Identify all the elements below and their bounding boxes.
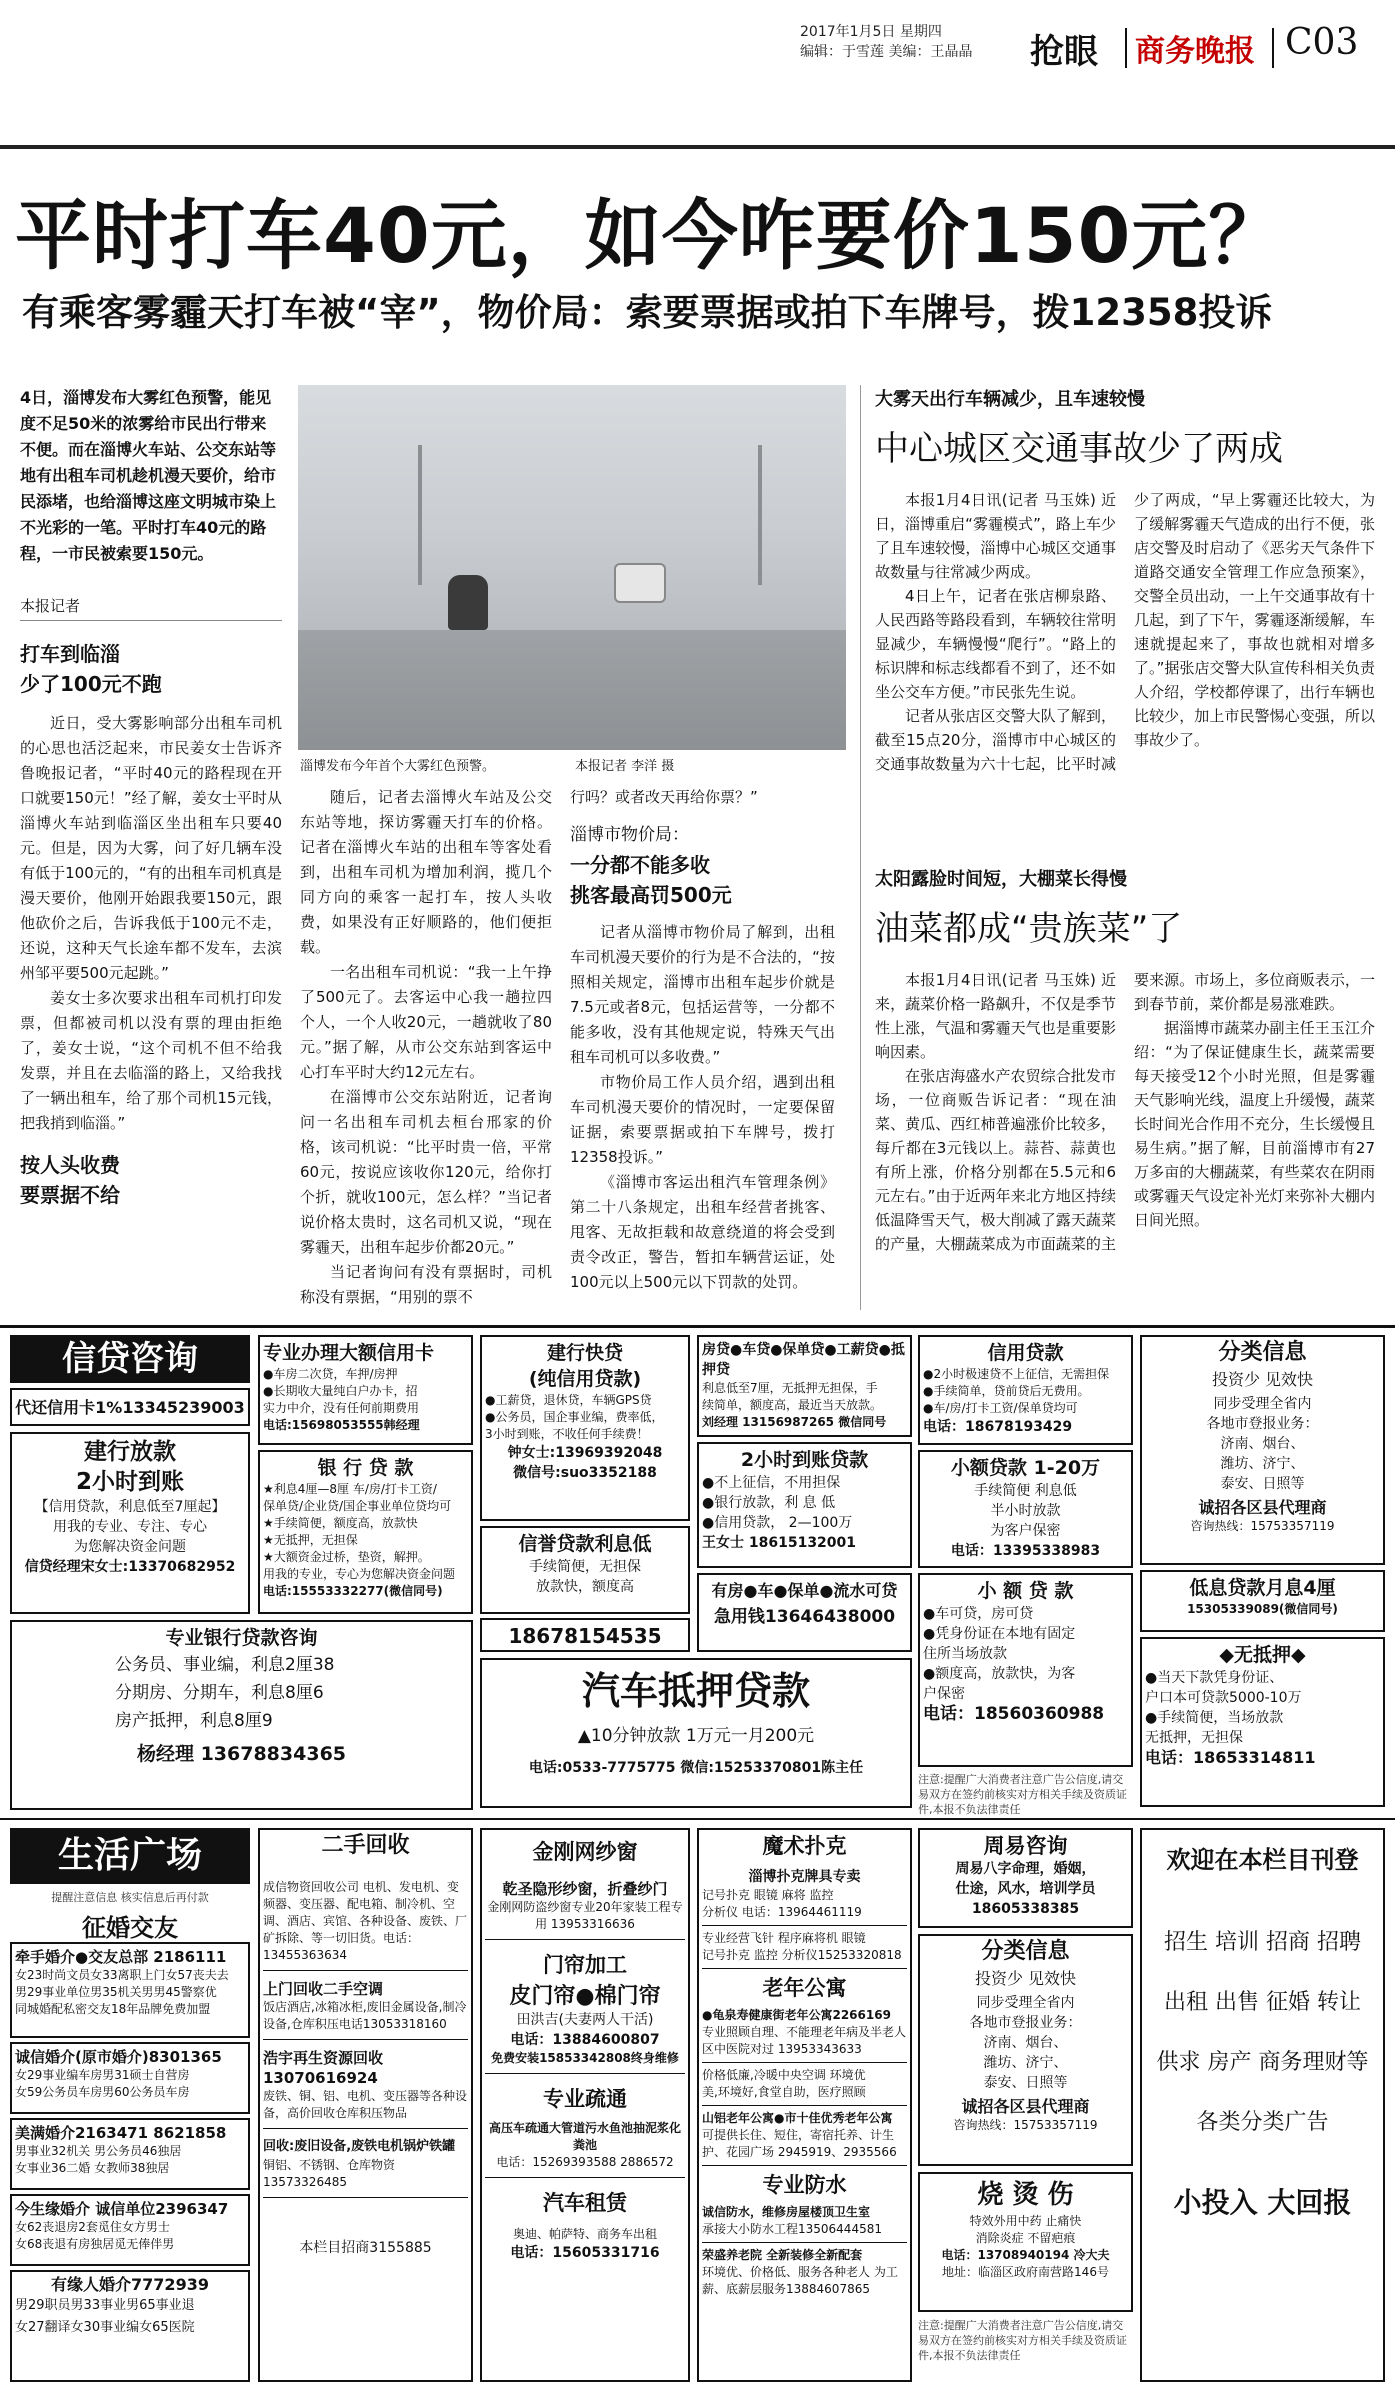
ad-bank-consult: 专业银行贷款咨询 公务员、事业编，利息2厘38 分期房、分期车，利息8厘6 房产抵押，利息8厘9 杨经理 13678834365: [10, 1620, 473, 1810]
paragraph: 记者从张店区交警大队了解到，截至15点20分，淄博市中心城区的交通事故数量为六十七起，比平时减少了两成，“早上雾霾还比较大，为了缓解雾霾天气造成的出行不便，张店交警及时启动了《恶劣天气条件下道路交通安全管理工作应急预案》，交警全员出动，一上午交通事故有十几起，到了下午，雾霾逐渐缓解，车速就提起来了，事故也就相对增多了。”据张店交警大队宣传科相关负责人介绍，学校都停课了，出行车辆也比较少，加上市民警惕心变强，所以事故少了。: [875, 491, 1375, 773]
headline: 平时打车40元，如今咋要价150元？: [15, 191, 1286, 280]
article-col-3: [570, 785, 835, 1295]
paragraph: 一名出租车司机说：“我一上午挣了500元了。去客运中心我一趟拉四个人，一个人收20元，一趟就收了80元。”据了解，从市公交东站到客运中心打车平时大约12元左右。: [300, 963, 552, 1081]
story-title: 油菜都成“贵族菜”了: [875, 909, 1183, 949]
ad-credit-phone: 18678154535: [480, 1618, 690, 1652]
paragraph: 记者从淄博市物价局了解到，出租车司机漫天要价的行为是不合法的，“按照相关规定，淄博市出租车起步价就是7.5元或者8元，包括运营等，一分都不能多收，没有其他规定说，特殊天气出租车司机可以多收费。”: [570, 923, 835, 1066]
section-title: 按人头收费: [20, 1153, 120, 1177]
ad-credit-card: 代还信用卡1%13345239003: [10, 1388, 250, 1426]
paragraph: 随后，记者去淄博火车站及公交东站等地，探访雾霾天打车的价格。记者在淄博火车站的出租车等客处看到，出租车司机为增加利润，揽几个同方向的乘客一起打车，按人头收费，如果没有正好顺路的，他们便拒载。: [300, 788, 552, 956]
ad-classified-1: 分类信息 投资少 见效快 同步受理全省内 各地市登报业务： 济南、烟台、 潍坊、济宁、 泰安、日照等 诚招各区县代理商 咨询热线：15753357119: [1140, 1335, 1385, 1565]
motorbike-figure: [448, 575, 488, 630]
header-editors: 编辑：于雪莲 美编：王晶晶: [800, 44, 973, 60]
story-title: 中心城区交通事故少了两成: [875, 429, 1283, 469]
ad-marriage-4: 今生缘婚介 诚信单位2396347 女62丧退房2套觅住女方男士 女68丧退有房独居觅无俸伴男: [10, 2194, 250, 2266]
ad-marriage-1: 牵手婚介●交友总部 2186111 女23时尚文员女33离职上门女57丧夫去 男29事业单位男35机关男男45警察优 同城婚配私密交友18年品牌免费加盟: [10, 1942, 250, 2038]
ad-no-collateral: ◆无抵押◆ ●当天下款凭身份证、 户口本可贷款5000-10万 ●手续简便，当场放款 无抵押，无担保 电话：18653314811: [1140, 1637, 1385, 1807]
ad-ccb-fast: 建行快贷 (纯信用贷款) ●工薪贷，退休贷，车辆GPS贷 ●公务员，国企事业编，费率低， 3小时到账，不收任何手续费！ 钟女士:13969392048 微信号:suo3352188: [480, 1335, 690, 1521]
article-col-2: [300, 785, 552, 1310]
photo-caption: 淄博发布今年首个大雾红色预警。: [300, 759, 496, 774]
ad-used-goods: 二手回收 成信物资回收公司 电机、发电机、变频器、变压器、配电箱、制冷机、空调、酒店、宾馆、各种设备、废铁、厂矿拆除、等一切旧货。电话：13455363634 上门回收二手空调 饭店酒店,冰箱冰柜,废旧金属设备,制冷设备,仓库积压电话13053318160 浩宇再生资源回收13070616924 废铁、铜、铝、电机、变压器等各种设备，高价回收仓库积压物品 回收:废旧设备,废铁电机锅炉铁罐 铜铝、不锈钢、仓库物资13573326485 本栏目招商3155885: [258, 1828, 473, 2382]
subheadline: 有乘客雾霾天打车被“宰”，物价局：索要票据或拍下车牌号，拨12358投诉: [22, 291, 1273, 334]
ad-marriage-5: 有缘人婚介7772939 男29职员男33事业男65事业退 女27翻译女30事业编女65医院: [10, 2270, 250, 2382]
ads-top-rule: [0, 1325, 1395, 1328]
article-col-1: [20, 385, 282, 1210]
header-divider: [1272, 28, 1274, 68]
section-title: 少了100元不跑: [20, 672, 162, 696]
ad-marriage-2: 诚信婚介(原市婚介)8301365 女29事业编车房男31硕士自营房 女59公务员车房男60公务员车房: [10, 2042, 250, 2114]
story-kicker: 太阳露脸时间短，大棚菜长得慢: [875, 869, 1127, 890]
paragraph: 在张店海盛水产农贸综合批发市场，一位商贩告诉记者：“现在油菜、黄瓜、西红柿普遍涨价比较多，每斤都在3元钱以上。蒜苔、蒜黄也有所上涨，价格分别都在5.5元和6元左右。”由于近两年来北方地区持续低温降雪天气，极大削减了露天蔬菜的产量，大棚蔬菜成为市面蔬菜的主要来源。市场上，多位商贩表示，一到春节前，菜价都是易涨难跌。: [875, 971, 1375, 1253]
paragraph: 当记者询问有没有票据时，司机称没有票据，“用别的票不: [300, 1263, 552, 1306]
ad-bank-loan: 银 行 贷 款 ★利息4厘—8厘 车/房/打卡工资/ 保单贷/企业贷/国企事业单位贷均可 ★手续简便，额度高，放款快 ★无抵押，无担保 ★大额资金过桥，垫资，解押。 用我的专业，专心为您解决资金问题 电话:15553332277(微信同号): [258, 1450, 473, 1614]
ads-divider: [0, 1818, 1395, 1820]
matchmaking-title: 征婚交友: [82, 1914, 178, 1942]
ad-disclaimer: 注意:提醒广大消费者注意广告公信度,请交易双方在签约前核实对方相关手续及资质证件,本报不负法律责任: [918, 2319, 1127, 2362]
story-kicker: 大雾天出行车辆减少，且车速较慢: [875, 389, 1145, 410]
ad-house-loan: 房贷●车贷●保单贷●工薪贷●抵押贷 利息低至7厘，无抵押无担保，手 续简单，额度高，最近当天放款。 刘经理 13156987265 微信同号: [697, 1335, 912, 1437]
ad-house-car-policy: 有房●车●保单●流水可贷 急用钱13646438000: [697, 1573, 912, 1652]
section-title: 打车到临淄: [20, 642, 120, 666]
photo-credit: 本报记者 李洋 摄: [575, 759, 675, 774]
ad-zhouyi: 周易咨询 周易八字命理，婚姻， 仕途，风水，培训学员 18605338385: [918, 1828, 1133, 1928]
ad-disclaimer: 注意:提醒广大消费者注意广告公信度,请交易双方在签约前核实对方相关手续及资质证件,本报不负法律责任: [918, 1773, 1127, 1816]
ad-classified-2: 分类信息 投资少 见效快 同步受理全省内 各地市登报业务： 济南、烟台、 潍坊、济宁、 泰安、日照等 诚招各区县代理商 咨询热线：15753357119: [918, 1934, 1133, 2166]
credit-banner: 信贷咨询: [10, 1335, 250, 1383]
header-date: 2017年1月5日 星期四: [800, 24, 942, 40]
page-number: C03: [1285, 22, 1359, 63]
header-divider: [1125, 28, 1127, 68]
ad-marriage-3: 美满婚介2163471 8621858 男事业32机关 男公务员46独居 女事业36二婚 女教师38独居: [10, 2118, 250, 2190]
paragraph: 本报1月4日讯(记者 马玉姝) 近来，蔬菜价格一路飙升，不仅是季节性上涨，气温和雾霾天气也是重要影响因素。: [875, 971, 1116, 1061]
lead-paragraph: 4日，淄博发布大雾红色预警，能见度不足50米的浓雾给市民出行带来不便。而在淄博火车站、公交东站等地有出租车司机趁机漫天要价，给市民添堵，也给淄博这座文明城市染上不光彩的一笔。平时打车40元的路程，一市民被索要150元。: [20, 388, 277, 563]
paragraph: 4日上午，记者在张店柳泉路、人民西路等路段看到，车辆较往常明显减少，车辆慢慢“爬行”。“路上的标识牌和标志线都看不到了，还不如坐公交车方便。”市民张先生说。: [875, 587, 1116, 701]
header-meta: [800, 22, 972, 62]
paragraph: 本报1月4日讯(记者 马玉姝) 近日，淄博重启“雾霾模式”，路上车少了且车速较慢，淄博中心城区交通事故数量与往常减少两成。: [875, 491, 1116, 581]
newspaper-logo: 商务晚报: [1135, 34, 1255, 69]
paragraph: 行吗？或者改天再给你票？”: [570, 788, 758, 806]
ad-screen-window: 金刚网纱窗 乾圣隐形纱窗，折叠纱门 金刚网防盗纱窗专业20年家装工程专用 13953316636 门帘加工 皮门帘●棉门帘 田洪吉(夫妻两人干活) 电话：13884600807 免费安装15853342808终身维修 专业疏通 高压车疏通大管道污水鱼池抽泥浆化粪池 电话：15269393588 2886572 汽车租赁 奥迪、帕萨特、商务车出租 电话：15605331716: [480, 1828, 690, 2382]
car-figure: [614, 563, 666, 603]
paragraph: 在淄博市公交东站附近，记者询问一名出租车司机去桓台邢家的价格，该司机说：“比平时贵一倍，平常60元，按说应该收你120元，给你打个折，就收100元，怎么样？”当记者说价格太贵时，这名司机又说，“现在雾霾天，出租车起步价都20元。”: [300, 1088, 552, 1256]
ad-small-loan-1: 小额贷款 1-20万 手续简便 利息低 半小时放款 为客户保密 电话：13395338983: [918, 1450, 1133, 1568]
byline: 本报记者: [20, 595, 282, 621]
paragraph: 姜女士多次要求出租车司机打印发票，但都被司机以没有票的理由拒绝了，姜女士说，“这个司机不但不给我发票，并且在去临淄的路上，又给我找了一辆出租车，给了那个司机15元钱，把我捎到临淄。”: [20, 989, 282, 1132]
paragraph: 近日，受大雾影响部分出租车司机的心思也活泛起来，市民姜女士告诉齐鲁晚报记者，“平时40元的路程现在开口就要150元！”经了解，姜女士平时从淄博火车站到临淄区坐出租车只要40元。但是，因为大雾，问了好几辆车没有低于100元的，“有的出租车司机真是漫天要价，他刚开始跟我要150元，跟他砍价之后，告诉我低于100元不走，还说，这种天气长途车都不发车，去滨州邹平要500元起跳。”: [20, 714, 282, 982]
ad-ccb-loan: 建行放款 2小时到账 【信用贷款，利息低至7厘起】 用我的专业、专注、专心 为您解决资金问题 信贷经理宋女士:13370682952: [10, 1432, 250, 1614]
ad-credit-card-pro: 专业办理大额信用卡 ●车房二次贷，车押/房押 ●长期收大量纯白户办卡，招 实力中介，没有任何前期费用 电话:15698053555韩经理: [258, 1335, 473, 1445]
paragraph: 市物价局工作人员介绍，遇到出租车司机漫天要价的情况时，一定要保留证据，索要票据或拍下车牌号，拨打12358投诉。”: [570, 1073, 835, 1166]
ad-low-interest: 低息贷款月息4厘 15305339089(微信同号): [1140, 1570, 1385, 1632]
header-brand: 抢眼: [1030, 32, 1098, 72]
ad-credit-loan: 信用贷款 ●2小时极速贷不上征信，无需担保 ●手续简单，贷前贷后无费用。 ●车/房/打卡工资/保单贷均可 电话：18678193429: [918, 1335, 1133, 1445]
ad-poker-elderly: 魔术扑克 淄博扑克牌具专卖 记号扑克 眼镜 麻将 监控 分析仪 电话：13964461119 专业经营飞针 程序麻将机 眼镜 记号扑克 监控 分析仪15253320818 老年公寓 ●龟泉寿健康街老年公寓2266169 专业照顾自理、不能理老年病及半老人区中医院对过 13953343633 价格低廉,冷暖中央空调 环境优 美,环境好,食堂自助，医疗照顾 山铝老年公寓●市十佳优秀老年公寓 可提供长住、短住，寄宿托养、计生护、花园广场 2945919、2935566 专业防水 诚信防水，维修房屋楼顶卫生室 承接大小防水工程13506444581 荣盛养老院 全新装修全新配套 环境优、价格低、服务各种老人 为工薪、底薪层服务13884607865: [697, 1828, 912, 2382]
life-banner: 生活广场: [10, 1828, 250, 1884]
ad-burn-care: 烧 烫 伤 特效外用中药 止痛快 消除炎症 不留疤痕 电话：13708940194 冷大夫 地址：临淄区政府南营路146号: [918, 2172, 1133, 2312]
side-story-vegetables: [875, 865, 1375, 1313]
life-note: 提醒注意信息 核实信息后再付款: [51, 1891, 209, 1904]
section-title: 挑客最高罚500元: [570, 883, 732, 907]
ad-small-loan-2: 小 额 贷 款 ●车可贷，房可贷 ●凭身份证在本地有固定 住所当场放款 ●额度高，放款快，为客 户保密 电话：18560360988: [918, 1573, 1133, 1767]
ad-welcome: 欢迎在本栏目刊登 招生 培训 招商 招聘 出租 出售 征婚 转让 供求 房产 商务理财等 各类分类广告 小投入 大回报: [1140, 1828, 1385, 2382]
section-kicker: 淄博市物价局：: [570, 825, 689, 845]
side-story-traffic: [875, 385, 1375, 848]
news-photo: [298, 385, 846, 750]
header-rule: [0, 145, 1395, 149]
paragraph: 据淄博市蔬菜办副主任王玉江介绍：“为了保证健康生长，蔬菜需要每天接受12个小时光照，但是雾霾天气影响光线，温度上升缓慢，蔬菜长时间光合作用不充分，生长缓慢且易生病。”据了解，目前淄博市有27万多亩的大棚蔬菜，有些菜农在阴雨或雾霾天气设定补光灯来弥补大棚内日间光照。: [1134, 1019, 1375, 1229]
column-divider: [860, 385, 861, 1310]
section-title: 一分都不能多收: [570, 853, 710, 877]
ad-credit-low: 信誉贷款利息低 手续简便，无担保 放款快，额度高: [480, 1526, 690, 1614]
ad-two-hour-loan: 2小时到账贷款 ●不上征信，不用担保 ●银行放款，利 息 低 ●信用贷款， 2—100万 王女士 18615132001: [697, 1442, 912, 1568]
section-title: 要票据不给: [20, 1183, 120, 1207]
paragraph: 《淄博市客运出租汽车管理条例》第二十八条规定，出租车经营者挑客、甩客、无故拒载和故意绕道的将会受到责令改正，警告，暂扣车辆营运证，处100元以上500元以下罚款的处罚。: [570, 1173, 835, 1291]
ad-car-mortgage: 汽车抵押贷款 ▲10分钟放款 1万元一月200元 电话:0533-7775775 微信:15253370801陈主任: [480, 1658, 912, 1808]
